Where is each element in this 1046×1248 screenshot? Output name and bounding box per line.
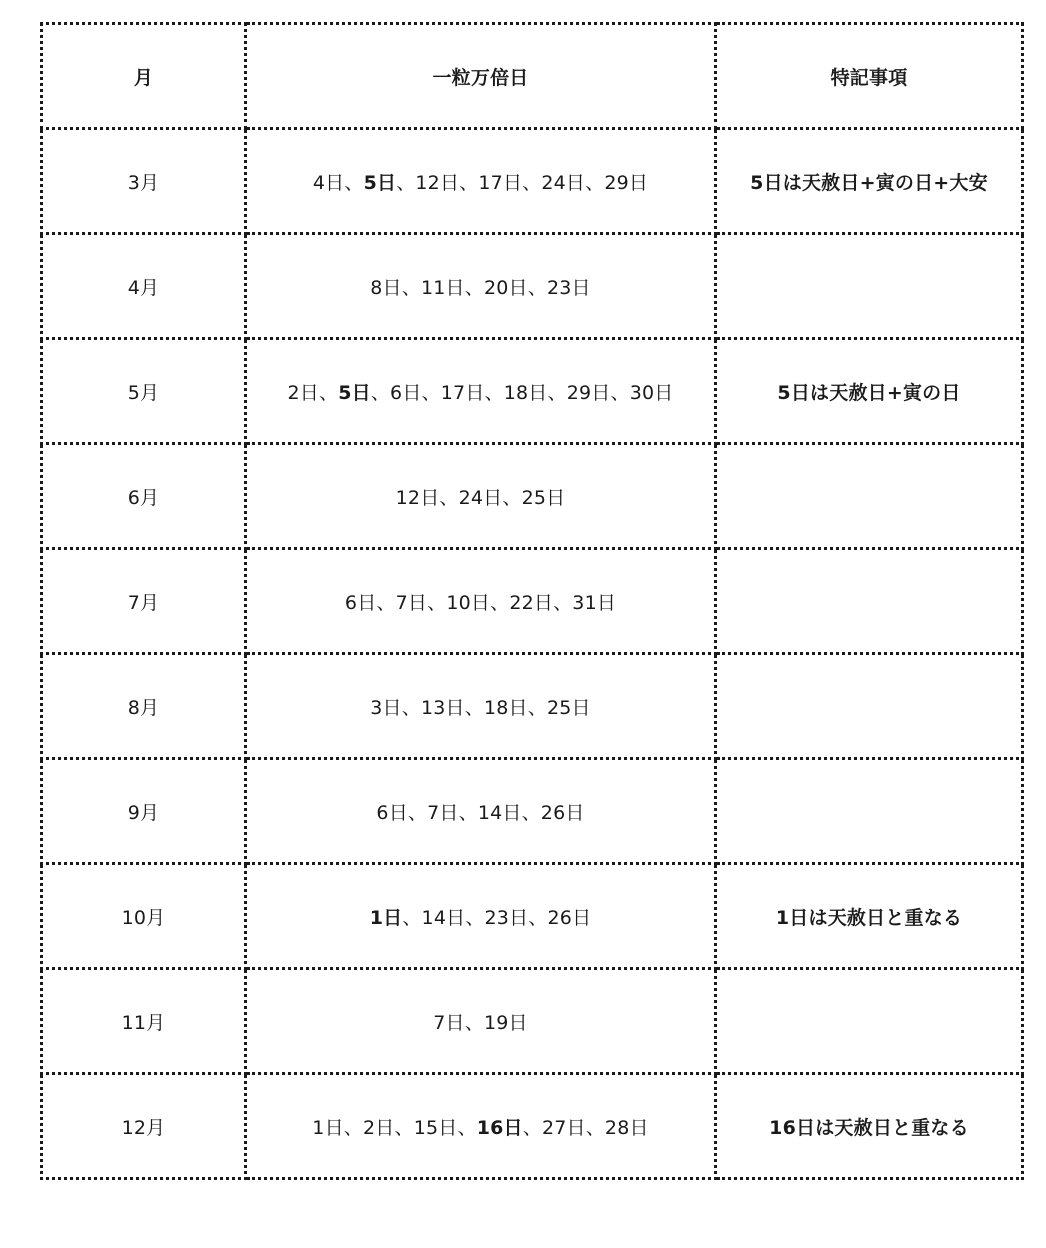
day-separator: 、	[527, 276, 547, 299]
day: 12日	[415, 171, 460, 194]
ichiryu-manbaibi-table	[40, 22, 1024, 1180]
table-row	[42, 969, 1023, 1074]
days-cell	[246, 759, 716, 864]
table-row	[42, 129, 1023, 234]
day: 25日	[521, 486, 566, 509]
month-cell: 4月	[42, 234, 246, 339]
day: 24日	[541, 171, 586, 194]
table-row	[42, 654, 1023, 759]
table-row	[42, 549, 1023, 654]
day-separator: 、	[396, 171, 416, 194]
day: 4日	[312, 171, 345, 194]
day-separator: 、	[464, 1011, 484, 1034]
note-cell	[716, 969, 1023, 1074]
days-cell	[246, 654, 716, 759]
highlighted-day: 5日	[338, 381, 371, 404]
day: 26日	[547, 906, 592, 929]
day-separator: 、	[421, 381, 441, 404]
day-separator: 、	[457, 1116, 477, 1139]
day-separator: 、	[585, 171, 605, 194]
table-header	[42, 24, 1023, 129]
day: 17日	[478, 171, 523, 194]
day: 7日	[427, 801, 459, 824]
table-row	[42, 759, 1023, 864]
table-body	[42, 129, 1023, 1179]
day: 6日	[344, 591, 377, 614]
day-separator: 、	[402, 906, 422, 929]
month-cell: 9月	[42, 759, 246, 864]
month-cell: 3月	[42, 129, 246, 234]
day-separator: 、	[439, 486, 459, 509]
day-separator: 、	[427, 591, 447, 614]
day-separator: 、	[527, 696, 547, 719]
day-separator: 、	[465, 906, 485, 929]
day: 29日	[566, 381, 611, 404]
days-cell	[246, 1074, 716, 1179]
day-separator: 、	[344, 171, 364, 194]
day: 6日	[376, 801, 408, 824]
day-separator: 、	[459, 171, 479, 194]
day: 24日	[458, 486, 503, 509]
day: 7日	[433, 1011, 465, 1034]
header-row	[42, 24, 1023, 129]
day: 3日	[370, 696, 402, 719]
day-separator: 、	[502, 486, 522, 509]
month-cell: 12月	[42, 1074, 246, 1179]
days-cell	[246, 969, 716, 1074]
day: 18日	[503, 381, 548, 404]
day: 18日	[483, 696, 528, 719]
highlighted-day: 5日	[363, 171, 397, 194]
day: 17日	[440, 381, 485, 404]
day-separator: 、	[407, 801, 428, 824]
day: 10日	[446, 591, 491, 614]
day: 23日	[484, 906, 529, 929]
day: 22日	[509, 591, 554, 614]
note-cell	[716, 549, 1023, 654]
note-cell	[716, 234, 1023, 339]
day: 31日	[572, 591, 617, 614]
table-row	[42, 339, 1023, 444]
header-notes: 特記事項	[716, 24, 1023, 129]
day-separator: 、	[401, 276, 421, 299]
note-cell: 16日は天赦日と重なる	[716, 1074, 1023, 1179]
days-cell	[246, 129, 716, 234]
days-cell	[246, 549, 716, 654]
day: 12日	[395, 486, 440, 509]
note-cell	[716, 759, 1023, 864]
day: 25日	[546, 696, 591, 719]
day: 30日	[629, 381, 674, 404]
day-separator: 、	[464, 276, 484, 299]
day: 19日	[483, 1011, 528, 1034]
day: 23日	[546, 276, 591, 299]
day: 29日	[604, 171, 649, 194]
table-row	[42, 1074, 1023, 1179]
day: 14日	[421, 906, 466, 929]
month-cell: 6月	[42, 444, 246, 549]
day-separator: 、	[376, 591, 396, 614]
day-separator: 、	[522, 171, 542, 194]
table-row	[42, 864, 1023, 969]
header-month: 月	[42, 24, 246, 129]
month-cell: 5月	[42, 339, 246, 444]
day: 13日	[420, 696, 465, 719]
month-cell: 7月	[42, 549, 246, 654]
day-separator: 、	[547, 381, 567, 404]
table-row	[42, 234, 1023, 339]
day-separator: 、	[401, 696, 421, 719]
day: 27日	[541, 1116, 586, 1139]
day-separator: 、	[484, 381, 504, 404]
days-cell	[246, 339, 716, 444]
highlighted-day: 16日	[476, 1116, 523, 1139]
month-cell: 11月	[42, 969, 246, 1074]
day-separator: 、	[343, 1116, 363, 1139]
note-cell: 1日は天赦日と重なる	[716, 864, 1023, 969]
day-separator: 、	[521, 801, 541, 824]
day-separator: 、	[585, 1116, 605, 1139]
day: 26日	[540, 801, 585, 824]
day: 11日	[420, 276, 465, 299]
note-cell: 5日は天赦日+寅の日	[716, 339, 1023, 444]
day-separator: 、	[553, 591, 573, 614]
day-separator: 、	[610, 381, 630, 404]
day-separator: 、	[319, 381, 339, 404]
days-cell	[246, 864, 716, 969]
day: 28日	[604, 1116, 649, 1139]
highlighted-day: 1日	[369, 906, 403, 929]
ichiryu-manbaibi-table-container	[40, 22, 1021, 1180]
day: 6日	[390, 381, 422, 404]
day: 14日	[477, 801, 522, 824]
note-cell: 5日は天赦日+寅の日+大安	[716, 129, 1023, 234]
day-separator: 、	[458, 801, 478, 824]
header-days: 一粒万倍日	[246, 24, 716, 129]
day: 1日	[312, 1116, 344, 1139]
day: 20日	[483, 276, 528, 299]
day: 2日	[363, 1116, 395, 1139]
day-separator: 、	[490, 591, 510, 614]
days-cell	[246, 444, 716, 549]
table-row	[42, 444, 1023, 549]
day: 15日	[413, 1116, 458, 1139]
day-separator: 、	[528, 906, 548, 929]
day-separator: 、	[394, 1116, 414, 1139]
month-cell: 10月	[42, 864, 246, 969]
day: 2日	[287, 381, 320, 404]
day-separator: 、	[522, 1116, 542, 1139]
day: 7日	[395, 591, 428, 614]
day-separator: 、	[370, 381, 391, 404]
days-cell	[246, 234, 716, 339]
day: 8日	[370, 276, 402, 299]
note-cell	[716, 654, 1023, 759]
month-cell: 8月	[42, 654, 246, 759]
day-separator: 、	[464, 696, 484, 719]
note-cell	[716, 444, 1023, 549]
